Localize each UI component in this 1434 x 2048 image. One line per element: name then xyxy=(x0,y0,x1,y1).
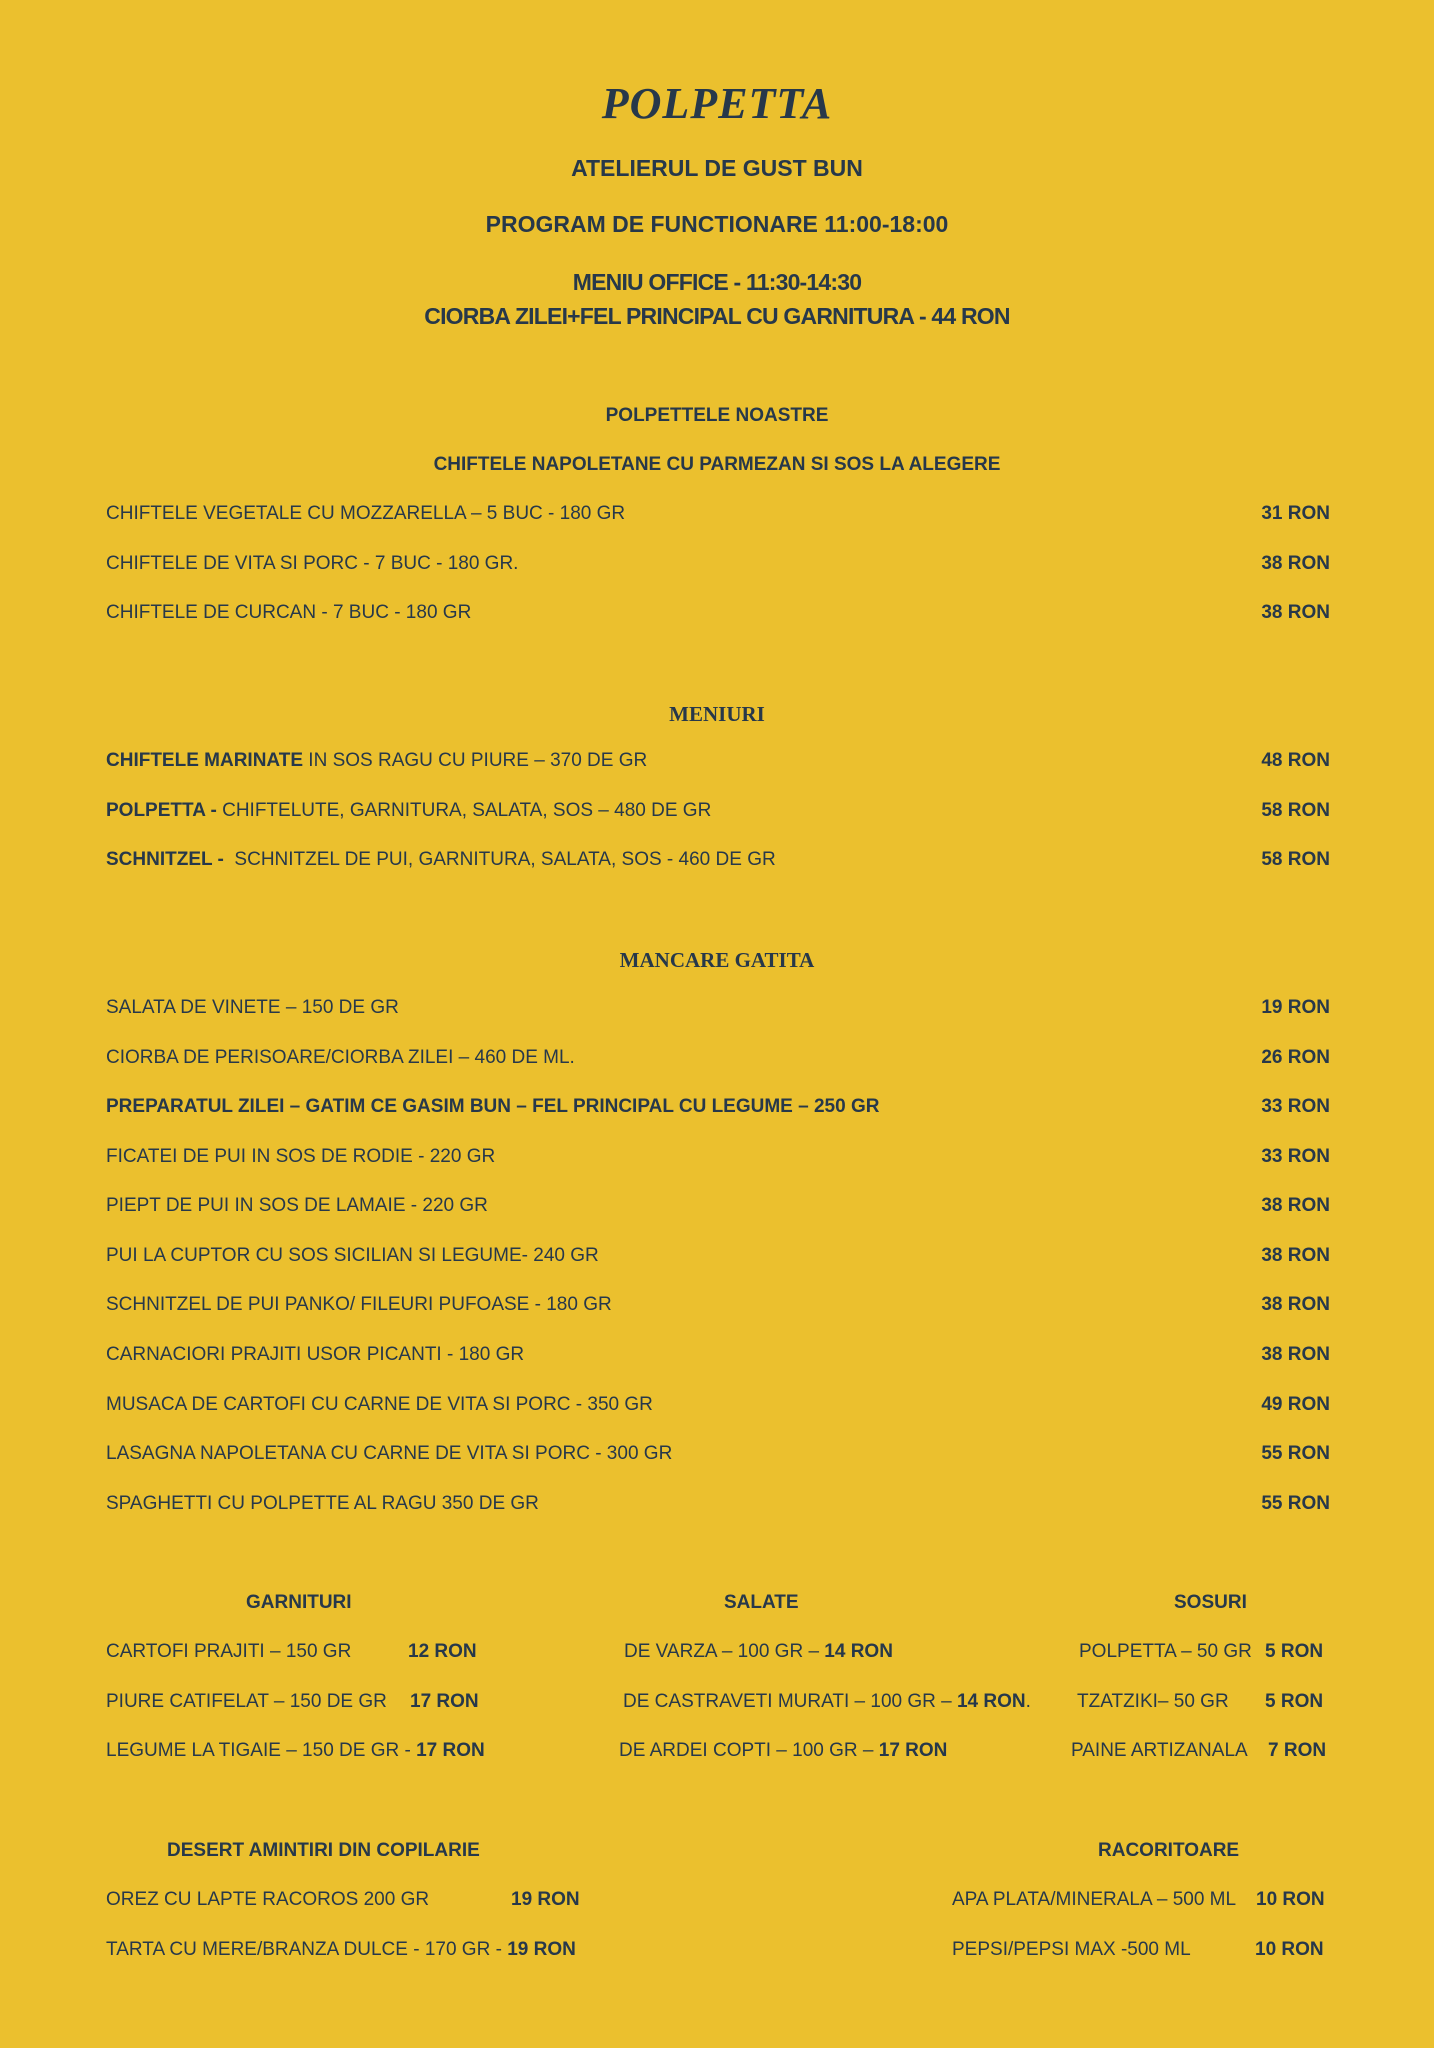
menu-item xyxy=(106,997,1330,1023)
item-name: SALATA DE VINETE – 150 DE GR xyxy=(106,997,399,1018)
item-name-bold: SCHNITZEL - xyxy=(106,849,224,870)
menu-item xyxy=(106,849,1330,875)
item-price: 55 RON xyxy=(1261,1493,1330,1514)
salad-item xyxy=(623,1691,1031,1713)
menu-item xyxy=(106,1245,1330,1271)
menu-item xyxy=(106,1344,1330,1370)
side-item-price: 17 RON xyxy=(416,1740,485,1761)
section-title-sosuri: SOSURI xyxy=(1174,1592,1247,1613)
salad-item-name: DE ARDEI COPTI – 100 GR – xyxy=(619,1740,879,1761)
menu-item xyxy=(106,1047,1330,1073)
item-price: 55 RON xyxy=(1261,1443,1330,1464)
item-name: LASAGNA NAPOLETANA CU CARNE DE VITA SI PORC - 300 GR xyxy=(106,1443,673,1464)
item-price: 33 RON xyxy=(1261,1096,1330,1117)
item-price: 38 RON xyxy=(1261,1294,1330,1315)
item-name xyxy=(106,849,776,871)
dessert-item xyxy=(106,1939,576,1961)
side-item-name: CARTOFI PRAJITI – 150 GR xyxy=(106,1641,352,1662)
salad-item xyxy=(624,1641,893,1663)
salad-item-price: 14 RON xyxy=(956,1691,1026,1712)
item-name: PIEPT DE PUI IN SOS DE LAMAIE - 220 GR xyxy=(106,1195,488,1216)
section-title-garnituri: GARNITURI xyxy=(246,1592,352,1613)
item-name xyxy=(106,750,647,772)
item-name: CHIFTELE DE VITA SI PORC - 7 BUC - 180 GR. xyxy=(106,553,519,574)
item-price: 33 RON xyxy=(1261,1146,1330,1167)
section-title-salate: SALATE xyxy=(724,1592,799,1613)
salad-item xyxy=(619,1740,947,1762)
salad-item-name: DE VARZA – 100 GR – xyxy=(624,1641,825,1662)
salad-item-name: DE CASTRAVETI MURATI – 100 GR – xyxy=(623,1691,957,1712)
dessert-item-price: 19 RON xyxy=(511,1889,580,1910)
item-name: SCHNITZEL DE PUI PANKO/ FILEURI PUFOASE - 180 GR xyxy=(106,1294,612,1315)
salad-item-price: 14 RON xyxy=(824,1641,893,1662)
side-item-price: 17 RON xyxy=(410,1691,479,1712)
item-price: 49 RON xyxy=(1261,1394,1330,1415)
menu-item xyxy=(106,750,1330,776)
item-name: CARNACIORI PRAJITI USOR PICANTI - 180 GR xyxy=(106,1344,525,1365)
item-name: CHIFTELE VEGETALE CU MOZZARELLA – 5 BUC - 180 GR xyxy=(106,503,626,524)
restaurant-title: POLPETTA xyxy=(601,79,833,128)
section-title-polpettele: POLPETTELE NOASTRE xyxy=(605,405,829,426)
sauce-item-name: PAINE ARTIZANALA xyxy=(1071,1740,1248,1761)
menu-item xyxy=(106,1493,1330,1519)
item-name: PUI LA CUPTOR CU SOS SICILIAN SI LEGUME- 240 GR xyxy=(106,1245,599,1266)
item-name-bold: POLPETTA - xyxy=(106,800,217,821)
menu-item xyxy=(106,1195,1330,1221)
item-name: FICATEI DE PUI IN SOS DE RODIE - 220 GR xyxy=(106,1146,496,1167)
section-title-desert: DESERT AMINTIRI DIN COPILARIE xyxy=(167,1840,480,1861)
item-name: PREPARATUL ZILEI – GATIM CE GASIM BUN – FEL PRINCIPAL CU LEGUME – 250 GR xyxy=(106,1096,880,1117)
side-item-name: PIURE CATIFELAT – 150 DE GR xyxy=(106,1691,387,1712)
menu-item xyxy=(106,602,1330,628)
sauce-item-name: POLPETTA – 50 GR xyxy=(1079,1641,1252,1662)
side-item xyxy=(106,1740,485,1762)
section-title-meniuri: MENIURI xyxy=(669,702,765,726)
section-title-racoritoare: RACORITOARE xyxy=(1098,1840,1240,1861)
item-price: 26 RON xyxy=(1261,1047,1330,1068)
drink-item-price: 10 RON xyxy=(1256,1889,1325,1910)
item-price: 58 RON xyxy=(1261,849,1330,870)
side-item-price: 12 RON xyxy=(408,1641,477,1662)
item-price: 31 RON xyxy=(1261,503,1330,524)
item-name: SPAGHETTI CU POLPETTE AL RAGU 350 DE GR xyxy=(106,1493,539,1514)
menu-item xyxy=(106,553,1330,579)
item-name-rest: SCHNITZEL DE PUI, GARNITURA, SALATA, SOS - 460 DE GR xyxy=(223,849,776,870)
item-name xyxy=(106,800,711,822)
menu-item xyxy=(106,1394,1330,1420)
item-name-rest: IN SOS RAGU CU PIURE – 370 DE GR xyxy=(303,750,648,771)
item-price: 38 RON xyxy=(1261,1245,1330,1266)
drink-item-name: APA PLATA/MINERALA – 500 ML xyxy=(952,1889,1237,1910)
restaurant-subtitle: ATELIERUL DE GUST BUN xyxy=(571,155,863,181)
item-price: 19 RON xyxy=(1261,997,1330,1018)
menu-item xyxy=(106,800,1330,826)
item-name-rest: CHIFTELUTE, GARNITURA, SALATA, SOS – 480 DE GR xyxy=(216,800,712,821)
drink-item-price: 10 RON xyxy=(1255,1939,1324,1960)
menu-item xyxy=(106,1294,1330,1320)
menu-item xyxy=(106,503,1330,529)
dessert-item-name: OREZ CU LAPTE RACOROS 200 GR xyxy=(106,1889,430,1910)
salad-item-price: 17 RON xyxy=(878,1740,948,1761)
item-price: 38 RON xyxy=(1261,602,1330,623)
item-name: CHIFTELE DE CURCAN - 7 BUC - 180 GR xyxy=(106,602,472,623)
menu-item xyxy=(106,1443,1330,1469)
item-price: 38 RON xyxy=(1261,1195,1330,1216)
section-subtitle-polpettele: CHIFTELE NAPOLETANE CU PARMEZAN SI SOS LA ALEGERE xyxy=(433,454,1001,475)
item-price: 58 RON xyxy=(1261,800,1330,821)
item-price: 38 RON xyxy=(1261,553,1330,574)
item-price: 48 RON xyxy=(1261,750,1330,771)
drink-item-name: PEPSI/PEPSI MAX -500 ML xyxy=(952,1939,1191,1960)
sauce-item-price: 5 RON xyxy=(1265,1641,1324,1662)
office-menu-offer: CIORBA ZILEI+FEL PRINCIPAL CU GARNITURA - 44 RON xyxy=(424,303,1010,329)
sauce-item-name: TZATZIKI– 50 GR xyxy=(1077,1691,1229,1712)
item-name-bold: CHIFTELE MARINATE xyxy=(106,750,304,771)
menu-item xyxy=(106,1096,1330,1122)
item-price: 38 RON xyxy=(1261,1344,1330,1365)
dessert-item-price: 19 RON xyxy=(507,1939,576,1960)
sauce-item-price: 7 RON xyxy=(1268,1740,1327,1761)
menu-item xyxy=(106,1146,1330,1172)
dessert-item-name: TARTA CU MERE/BRANZA DULCE - 170 GR - xyxy=(106,1939,508,1960)
sauce-item-price: 5 RON xyxy=(1265,1691,1324,1712)
salad-item-suffix: . xyxy=(1025,1691,1031,1712)
section-title-mancare: MANCARE GATITA xyxy=(619,948,815,972)
item-name: CIORBA DE PERISOARE/CIORBA ZILEI – 460 DE ML. xyxy=(106,1047,575,1068)
side-item-name: LEGUME LA TIGAIE – 150 DE GR - xyxy=(106,1740,417,1761)
opening-hours: PROGRAM DE FUNCTIONARE 11:00-18:00 xyxy=(485,211,949,237)
item-name: MUSACA DE CARTOFI CU CARNE DE VITA SI PORC - 350 GR xyxy=(106,1394,653,1415)
office-menu-hours: MENIU OFFICE - 11:30-14:30 xyxy=(572,269,862,295)
